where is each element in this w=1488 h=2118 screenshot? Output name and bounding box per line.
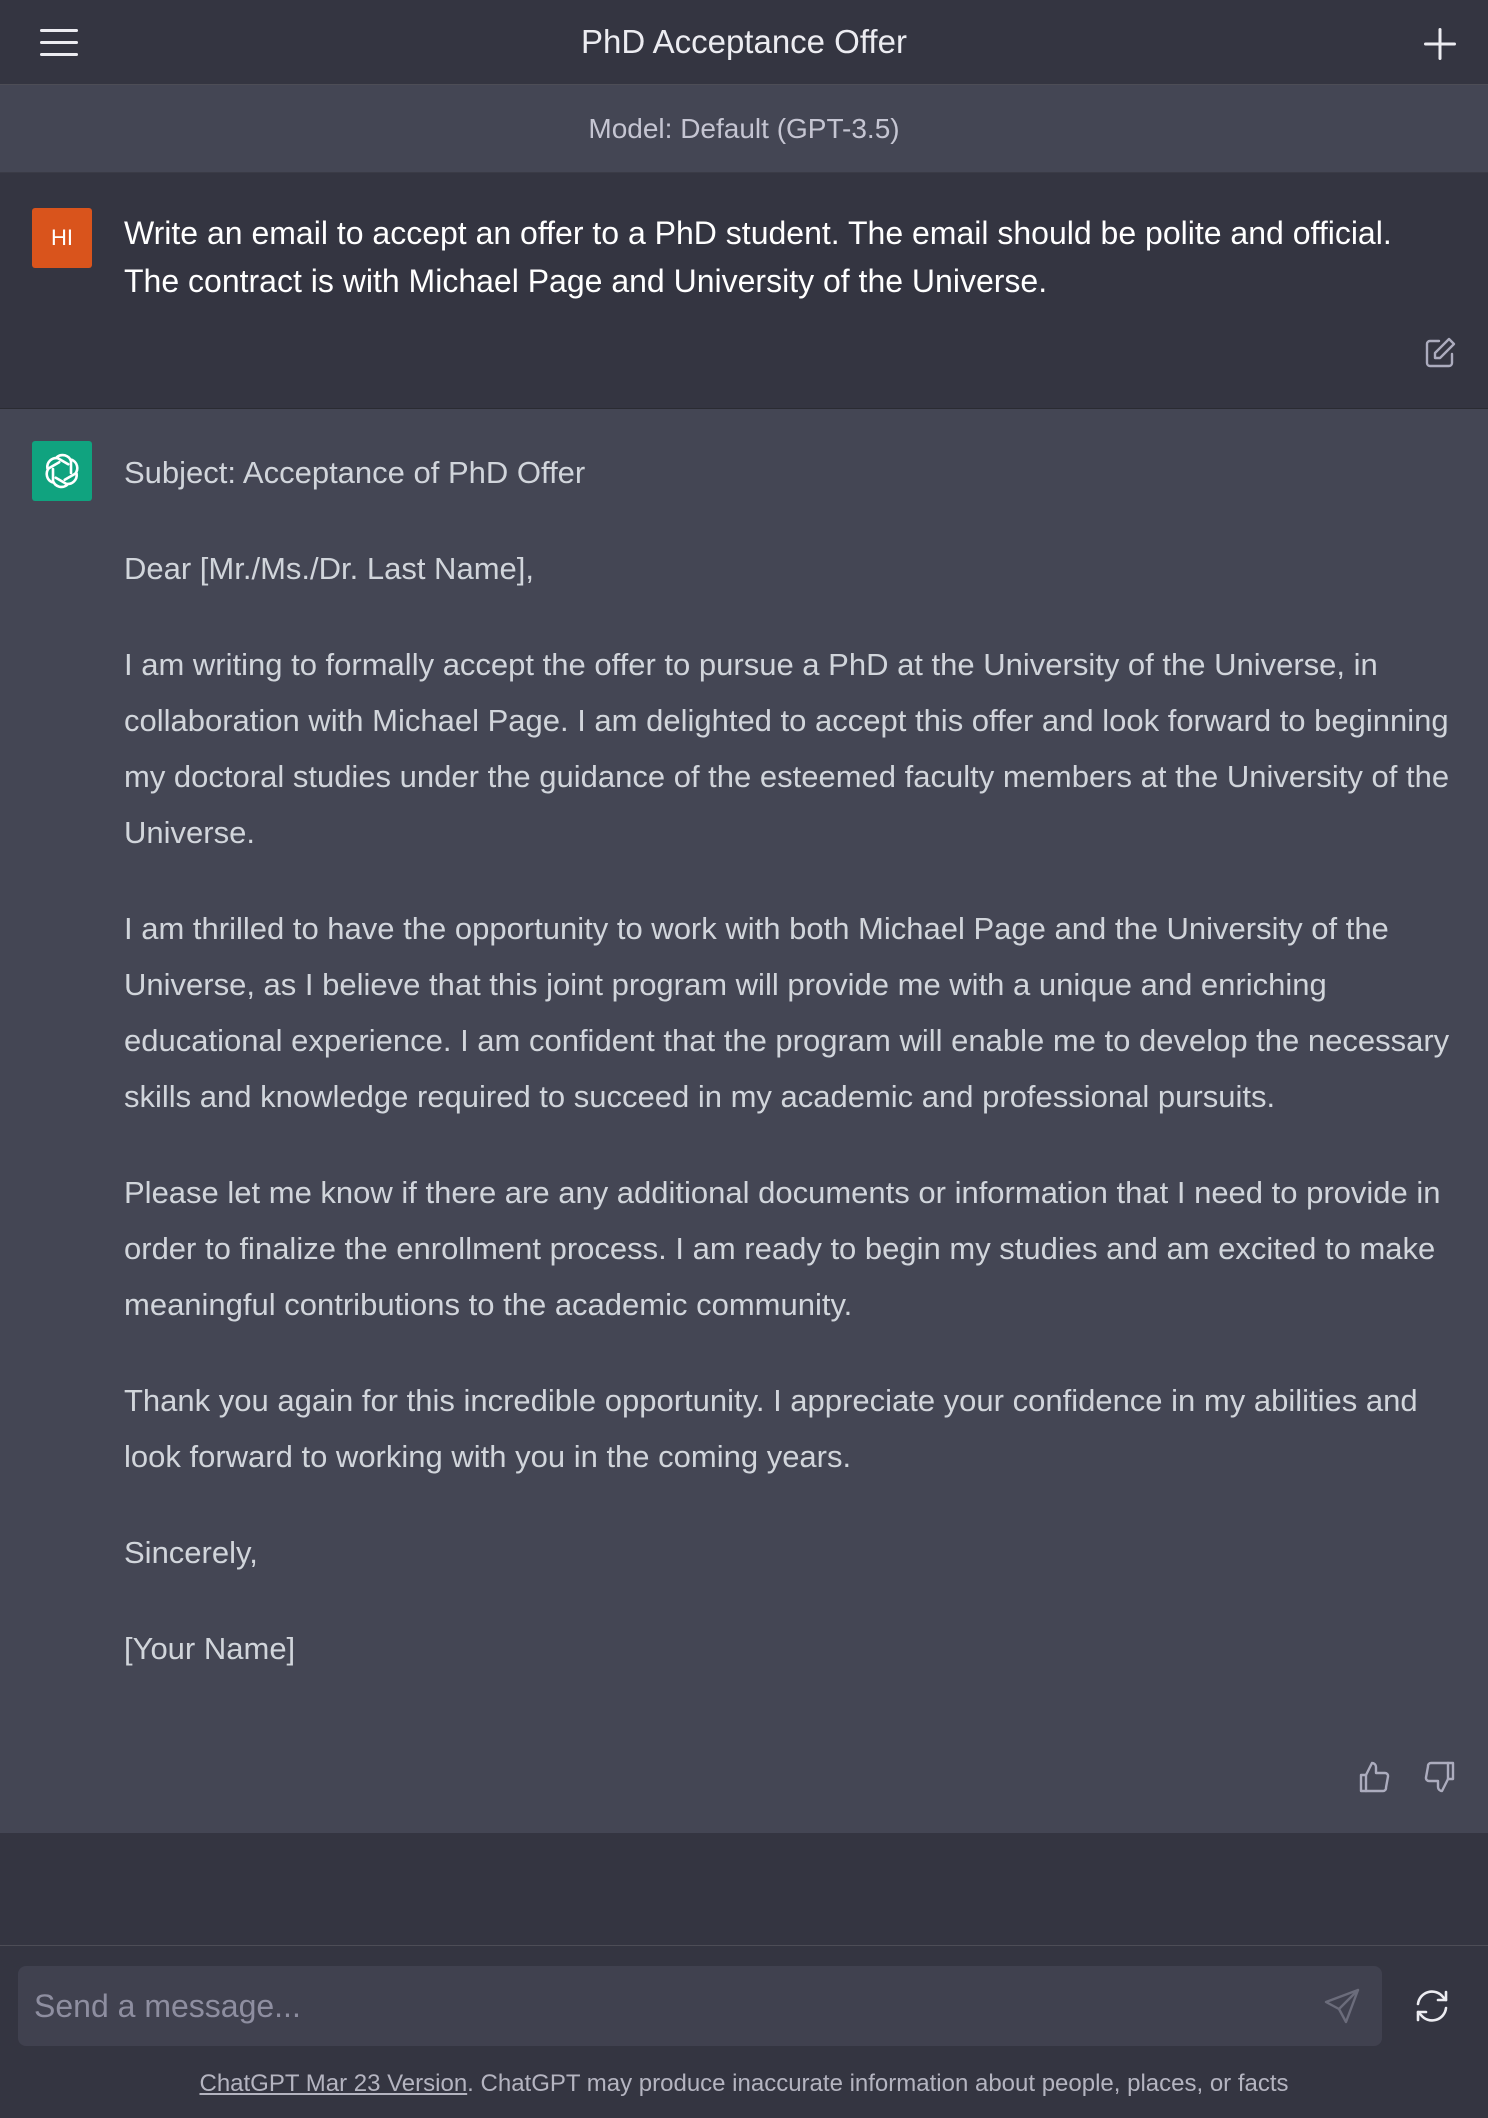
email-subject: Subject: Acceptance of PhD Offer (124, 455, 586, 490)
user-avatar (32, 208, 92, 268)
user-message (0, 173, 1488, 409)
model-label: Model: Default (GPT-3.5) (588, 112, 900, 144)
email-greeting: Dear [Mr./Ms./Dr. Last Name], (124, 551, 534, 586)
feedback-buttons (1356, 1759, 1458, 1795)
assistant-message (0, 409, 1488, 1833)
composer-area (0, 1945, 1488, 2118)
regenerate-icon[interactable] (1412, 1986, 1452, 2026)
assistant-message-text (124, 445, 1460, 1717)
email-signature: [Your Name] (124, 1631, 296, 1666)
thumbs-up-icon[interactable] (1356, 1759, 1392, 1795)
plus-icon[interactable] (1420, 24, 1460, 64)
user-avatar-initials: HI (51, 225, 73, 250)
top-bar (0, 0, 1488, 85)
hamburger-menu-icon[interactable] (38, 26, 82, 60)
edit-icon[interactable] (1422, 335, 1458, 371)
user-message-text: Write an email to accept an offer to a PhD student. The email should be polite and official. The contract is with Michael Page and University of the Universe. (124, 215, 1392, 299)
email-paragraph: I am writing to formally accept the offer to pursue a PhD at the University of the Universe, in collaboration with Michael Page. I am delighted to accept this offer and look forward to beginning my doctoral studies under the guidance of the esteemed faculty members at the University of the Universe. (124, 647, 1450, 850)
model-bar (0, 85, 1488, 173)
email-closing: Sincerely, (124, 1535, 258, 1570)
thumbs-down-icon[interactable] (1422, 1759, 1458, 1795)
version-link[interactable]: ChatGPT Mar 23 Version (199, 2070, 468, 2097)
email-paragraph: Thank you again for this incredible opportunity. I appreciate your confidence in my abilities and look forward to working with you in the coming years. (124, 1383, 1418, 1474)
page-title: PhD Acceptance Offer (581, 23, 907, 60)
message-input[interactable] (34, 1966, 1294, 2046)
message-input-box (18, 1966, 1382, 2046)
email-paragraph: Please let me know if there are any additional documents or information that I need to provide in order to finalize the enrollment process. I am ready to begin my studies and am excited to make meaningful contributions to the academic community. (124, 1175, 1441, 1322)
email-paragraph: I am thrilled to have the opportunity to work with both Michael Page and the University of the Universe, as I believe that this joint program will provide me with a unique and enriching educational experience. I am confident that the program will enable me to develop the necessary skills and knowledge required to succeed in my academic and professional pursuits. (124, 911, 1450, 1114)
footer-disclaimer (0, 2070, 1488, 2098)
send-icon[interactable] (1322, 1986, 1362, 2026)
chatgpt-logo-icon (32, 441, 92, 501)
disclaimer-text: . ChatGPT may produce inaccurate information about people, places, or facts (467, 2070, 1289, 2097)
